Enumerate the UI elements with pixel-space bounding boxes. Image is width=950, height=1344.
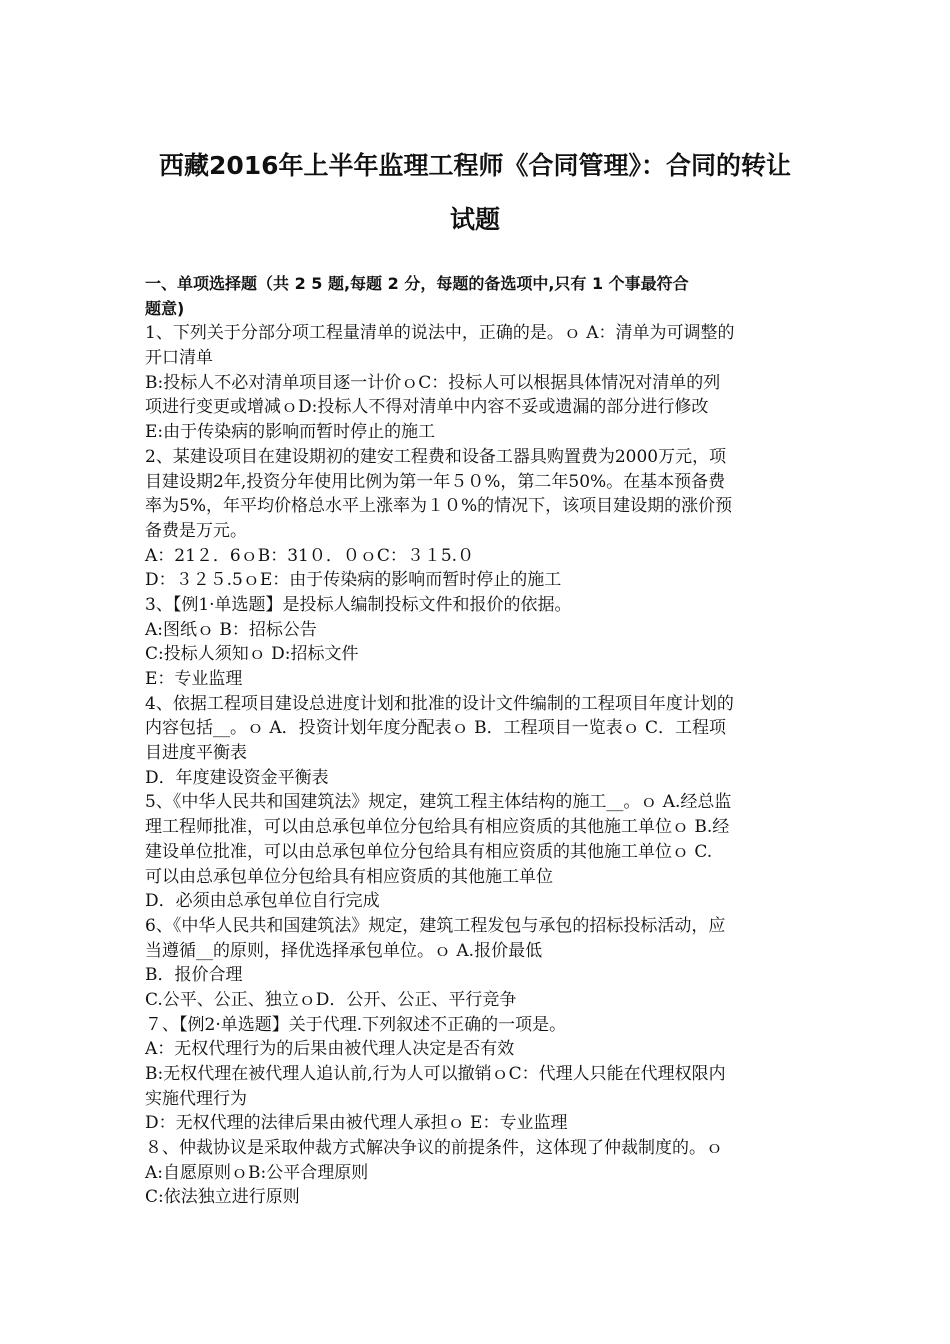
question-line: D：３２５.5ｏE：由于传染病的影响而暂时停止的施工 <box>145 570 562 591</box>
question-line: 1、下列关于分部分项工程量清单的说法中，正确的是。ｏ A：清单为可调整的 <box>145 323 735 344</box>
question-line: E:由于传染病的影响而暂时停止的施工 <box>145 422 436 443</box>
section-heading: 一、单项选择题（共 2 5 题,每题 2 分，每题的备选项中,只有 1 个事最符合 <box>145 274 689 293</box>
question-line: 备费是万元。 <box>145 520 247 541</box>
question-line: 率为5%，年平均价格总水平上涨率为１０%的情况下，该项目建设期的涨价预 <box>145 496 733 517</box>
question-line: 5、《中华人民共和国建筑法》规定，建筑工程主体结构的施工__。ｏ A.经总监 <box>145 792 732 813</box>
document-body <box>145 272 810 1210</box>
question-line: 实施代理行为 <box>145 1088 247 1109</box>
question-line: C:投标人须知ｏ D:招标文件 <box>145 644 359 665</box>
question-line: 建设单位批准，可以由总承包单位分包给具有相应资质的其他施工单位ｏ C. <box>145 841 713 862</box>
question-line: B．报价合理 <box>145 965 243 986</box>
question-line: A：21２．6ｏB：31０．０ｏC：３１5.０ <box>145 545 475 566</box>
question-line: C:依法独立进行原则 <box>145 1187 300 1208</box>
question-line: ７、【例2·单选题】关于代理.下列叙述不正确的一项是。 <box>145 1014 567 1035</box>
question-line: D：无权代理的法律后果由被代理人承担ｏ E：专业监理 <box>145 1113 568 1134</box>
question-line: 当遵循__的原则，择优选择承包单位。ｏ A.报价最低 <box>145 940 543 961</box>
question-line: 内容包括__。ｏ A．投资计划年度分配表ｏ B．工程项目一览表ｏ C．工程项 <box>145 718 726 739</box>
question-line: 目建设期2年,投资分年使用比例为第一年５０%，第二年50%。在基本预备费 <box>145 471 726 492</box>
question-line: 6、《中华人民共和国建筑法》规定，建筑工程发包与承包的招标投标活动，应 <box>145 915 726 936</box>
page-title: 西藏2016年上半年监理工程师《合同管理》：合同的转让 <box>158 151 792 180</box>
question-line: ８、仲裁协议是采取仲裁方式解决争议的前提条件，这体现了仲裁制度的。ｏ <box>145 1138 723 1159</box>
question-line: 3、【例1·单选题】是投标人编制投标文件和报价的依据。 <box>145 594 572 615</box>
question-line: D．必须由总承包单位自行完成 <box>145 891 380 912</box>
question-line: A：无权代理行为的后果由被代理人决定是否有效 <box>145 1039 515 1060</box>
question-line: C.公平、公正、独立ｏD．公开、公正、平行竞争 <box>145 989 517 1010</box>
question-line: 理工程师批准，可以由总承包单位分包给具有相应资质的其他施工单位ｏ B.经 <box>145 817 730 838</box>
question-line: B:无权代理在被代理人追认前,行为人可以撤销ｏC：代理人只能在代理权限内 <box>145 1064 726 1084</box>
question-line: D．年度建设资金平衡表 <box>145 767 329 788</box>
question-line: 2、某建设项目在建设期初的建安工程费和设备工器具购置费为2000万元，项 <box>145 446 727 467</box>
question-line: A:自愿原则ｏB:公平合理原则 <box>145 1162 369 1183</box>
question-line: A:图纸ｏ B：招标公告 <box>145 619 317 640</box>
question-line: 项进行变更或增减ｏD:投标人不得对清单中内容不妥或遗漏的部分进行修改 <box>145 397 709 418</box>
question-line: E：专业监理 <box>145 669 243 689</box>
page-title-continued: 试题 <box>449 205 500 234</box>
question-line: 目进度平衡表 <box>145 743 247 764</box>
question-line: 开口清单 <box>145 348 213 369</box>
question-line: B:投标人不必对清单项目逐一计价ｏC：投标人可以根据具体情况对清单的列 <box>145 372 721 393</box>
section-heading-continued: 题意) <box>145 298 185 318</box>
question-line: 4、依据工程项目建设总进度计划和批准的设计文件编制的工程项目年度计划的 <box>145 693 734 714</box>
question-line: 可以由总承包单位分包给具有相应资质的其他施工单位 <box>145 866 553 887</box>
